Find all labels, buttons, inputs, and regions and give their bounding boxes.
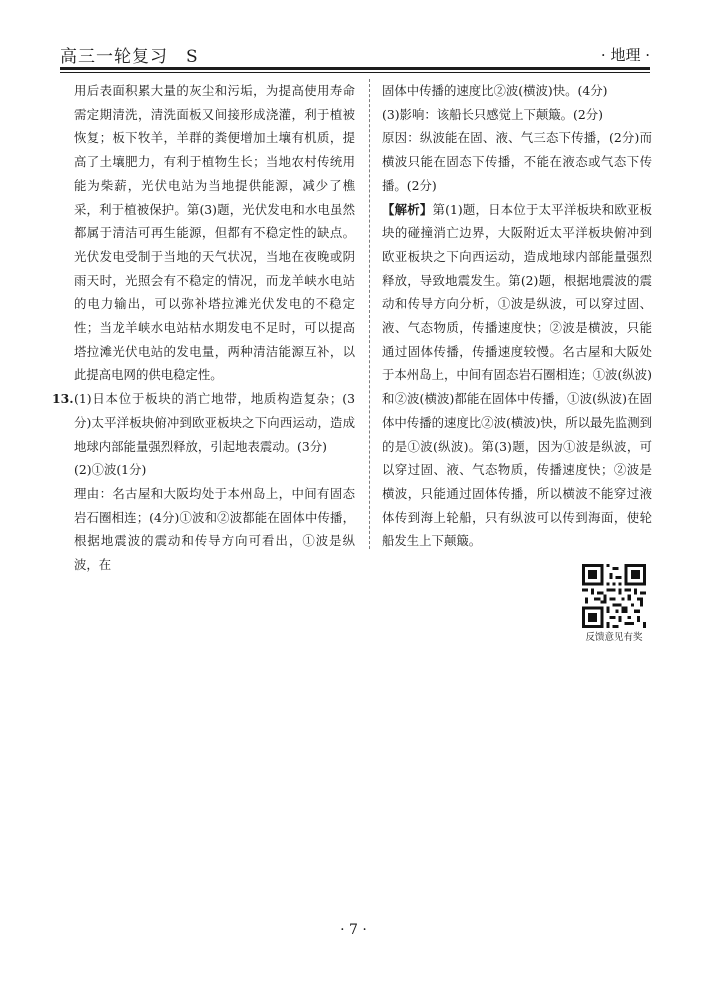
analysis-paragraph (382, 198, 652, 554)
left-column (52, 79, 355, 577)
column-divider (369, 79, 370, 549)
analysis-text: 第(1)题，日本位于太平洋板块和欧亚板块的碰撞消亡边界，大阪附近太平洋板块俯冲到欧亚板块之下向西运动，造成地球内部能量强烈释放，导致地震发生。第(2)题，根据地震波的震动和传导方向分析，①波是纵波，可以穿过固、液、气态物质，传播速度快；②波是横波，只能通过固体传播，传播速度较慢。名古屋和大阪处于本州岛上，中间有固态岩石圈相连；①波(纵波)和②波(横波)都能在固体中传播，①波(纵波)在固体中传播的速度比②波(横波)快，所以最先监测到的是①波(纵波)。第(3)题，因为①波是纵波，可以穿过固、液、气态物质，传播速度快；②波是横波，只能通过固体传播，所以横波不能穿过液体传到海上轮船，只有纵波可以传到海面，使轮船发生上下颠簸。 (382, 201, 653, 549)
question-13 (52, 387, 355, 577)
page-number: · 7 · (340, 922, 367, 938)
question-13-reason-continued: 固体中传播的速度比②波(横波)快。(4分) (382, 83, 608, 98)
header-subject: · 地理 · (600, 46, 650, 64)
question-13-part-2: (2)①波(1分) (74, 462, 147, 478)
header-rule-thin (60, 72, 650, 73)
question-13-part-1: (1)日本位于板块的消亡地带，地质构造复杂；(3分)太平洋板块俯冲到欧亚板块之下向西运动，造成地球内部能量强烈释放，引起地表震动。(3分) (74, 391, 355, 454)
question-13-part-3-reason: 原因：纵波能在固、液、气三态下传播，(2分)而横波只能在固态下传播，不能在液态或气态下传播。(2分) (382, 130, 652, 193)
header-course-title: 高三一轮复习 S (60, 47, 199, 67)
qr-caption: 反馈意见有奖 (585, 632, 643, 643)
question-13-reason: 理由：名古屋和大阪均处于本州岛上，中间有固态岩石圈相连；(4分)①波和②波都能在固体中传播，根据地震波的震动和传导方向可看出，①波是纵波，在 (74, 485, 355, 573)
header-rule-thick (60, 67, 650, 70)
analysis-tag: 【解析】 (382, 201, 433, 217)
qr-code-icon[interactable] (582, 564, 646, 628)
right-column (382, 79, 652, 553)
question-13-number: 13. (52, 391, 74, 407)
question-13-part-3: (3)影响：该船长只感觉上下颠簸。(2分) (382, 106, 603, 122)
page-header (60, 40, 650, 66)
answer-12-continuation: 用后表面积累大量的灰尘和污垢，为提高使用寿命需定期清洗，清洗面板又间接形成浇灌，利于植被恢复；板下牧羊，羊群的粪便增加土壤有机质，提高了土壤肥力，有利于植物生长；当地农村传统用能为柴薪，光伏电站为当地提供能源，减少了樵采，利于植被保护。第(3)题，光伏发电和水电虽然都属于清洁可再生能源，但都有不稳定性的缺点。光伏发电受制于当地的天气状况，当地在夜晚或阴雨天时，光照会有不稳定的情况，而龙羊峡水电站的电力输出，可以弥补塔拉滩光伏发电的不稳定性；当龙羊峡水电站枯水期发电不足时，可以提高塔拉滩光伏电站的发电量，两种清洁能源互补，以此提高电网的供电稳定性。 (74, 83, 355, 383)
